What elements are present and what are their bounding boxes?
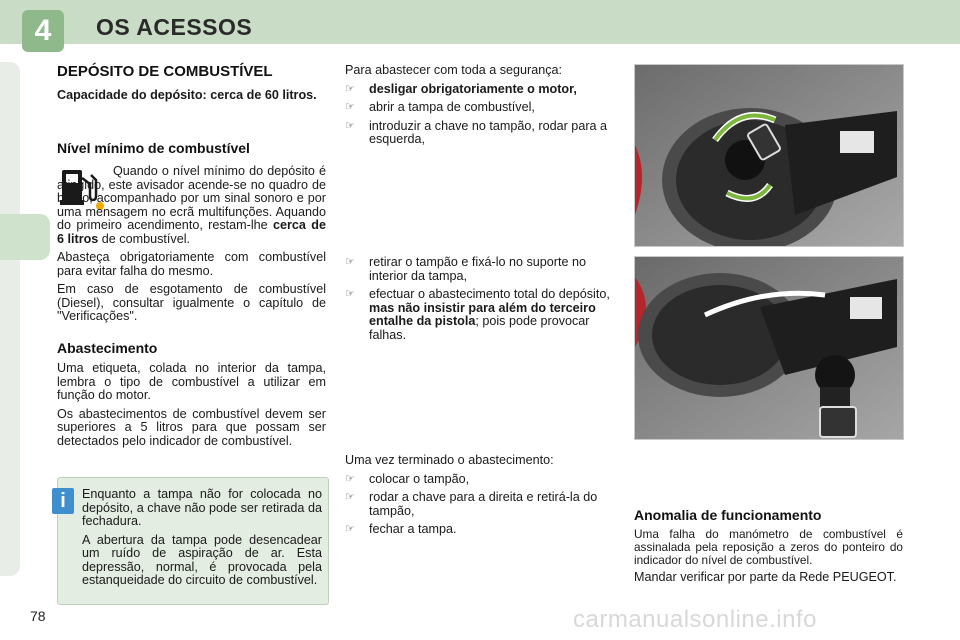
list-item [345,523,617,537]
page-number: 78 [30,608,46,624]
finish-step-text: fechar a tampa. [369,522,457,536]
section-title: DEPÓSITO DE COMBUSTÍVEL [57,63,273,80]
min-level-text-a: Quando o nível mínimo do depósito é atingido, este avisador acende-se no quadro de bordo, acompanhado por um sinal sonoro e por uma mensagem no ecrã multifunções. Aquando do primeiro acendimento, restam-lhe [57,164,326,232]
info-key-note: Enquanto a tampa não for colocada no depósito, a chave não pode ser retirada da fechadura. [82,487,322,528]
info-box-text [82,488,322,588]
min-level-text-c: de combustível. [98,231,190,246]
list-item [345,120,617,147]
list-item [345,491,617,518]
refuel-title: Abastecimento [57,340,158,356]
finish-steps [345,454,617,542]
safety-step-text: retirar o tampão e fixá-lo no suporte no interior da tampa, [369,255,587,283]
list-item [345,83,617,97]
safety-step-text: introduzir a chave no tampão, rodar para a esquerda, [369,118,608,146]
safety-step-text: desligar obrigatoriamente o motor, [369,81,577,96]
bullet-hand-icon: ☞ [345,523,355,535]
list-item [345,101,617,115]
bullet-hand-icon: ☞ [345,101,355,113]
side-band [0,62,20,576]
safety-intro: Para abastecer com toda a segurança: [345,63,563,77]
safety-steps-continued [345,256,617,347]
info-icon: i [52,488,74,514]
safety-step-text: efectuar o abastecimento total do depósito, [369,287,610,301]
list-item [345,288,617,342]
watermark: carmanualsonline.info [573,606,817,633]
refuel-body [57,362,326,448]
bullet-hand-icon: ☞ [345,82,355,95]
chapter-tab [0,214,50,260]
bullet-hand-icon: ☞ [345,472,355,485]
bullet-hand-icon: ☞ [345,119,355,132]
finish-intro: Uma vez terminado o abastecimento: [345,453,554,467]
bullet-hand-icon: ☞ [345,256,355,268]
tank-capacity: Capacidade do depósito: cerca de 60 litros. [57,88,317,102]
malfunction-service-note: Mandar verificar por parte da Rede PEUGEOT. [634,570,897,584]
chapter-number-badge: 4 [22,10,64,52]
list-item [345,256,617,283]
refuel-min-volume-note: Os abastecimentos de combustível devem ser superiores a 5 litros para que possam ser detectados pelo indicador de combustível. [57,406,326,448]
min-level-body [57,165,326,324]
fuel-cap-unlock-illustration [634,64,904,247]
chapter-title: OS ACESSOS [96,14,253,40]
bullet-hand-icon: ☞ [345,288,355,300]
malfunction-gauge-note: Uma falha do manómetro de combustível é assinalada pela reposição a zeros do ponteiro do indicador do nível de combustível. [634,527,903,567]
malfunction-body [634,528,903,585]
fuel-cap-removal-illustration [634,256,904,440]
finish-step-text: rodar a chave para a direita e retirá-la do tampão, [369,490,598,518]
finish-step-text: colocar o tampão, [369,471,470,486]
min-level-refuel-note: Abasteça obrigatoriamente com combustível para evitar falha do mesmo. [57,250,326,278]
safety-step-text: ; pois pode provocar falhas. [369,314,590,342]
list-item [345,473,617,487]
min-level-diesel-note: Em caso de esgotamento de combustível (Diesel), consultar igualmente o capítulo de "Verificações". [57,282,326,323]
min-level-paragraph [57,165,326,246]
safety-step-bold: mas não insistir para além do terceiro entalhe da pistola [369,300,596,328]
min-level-title: Nível mínimo de combustível [57,140,250,156]
refuel-label-note: Uma etiqueta, colada no interior da tampa, lembra o tipo de combustível a utilizar em função do motor. [57,361,326,402]
safety-steps [345,64,617,152]
min-level-text-bold: cerca de 6 litros [57,218,326,246]
info-vacuum-note: A abertura da tampa pode desencadear um ruído de aspiração de ar. Esta depressão, normal, é provocada pela estanqueidade do circuito de combustível. [82,532,322,587]
bullet-hand-icon: ☞ [345,491,355,503]
malfunction-title: Anomalia de funcionamento [634,507,822,523]
safety-step-text: abrir a tampa de combustível, [369,100,535,114]
